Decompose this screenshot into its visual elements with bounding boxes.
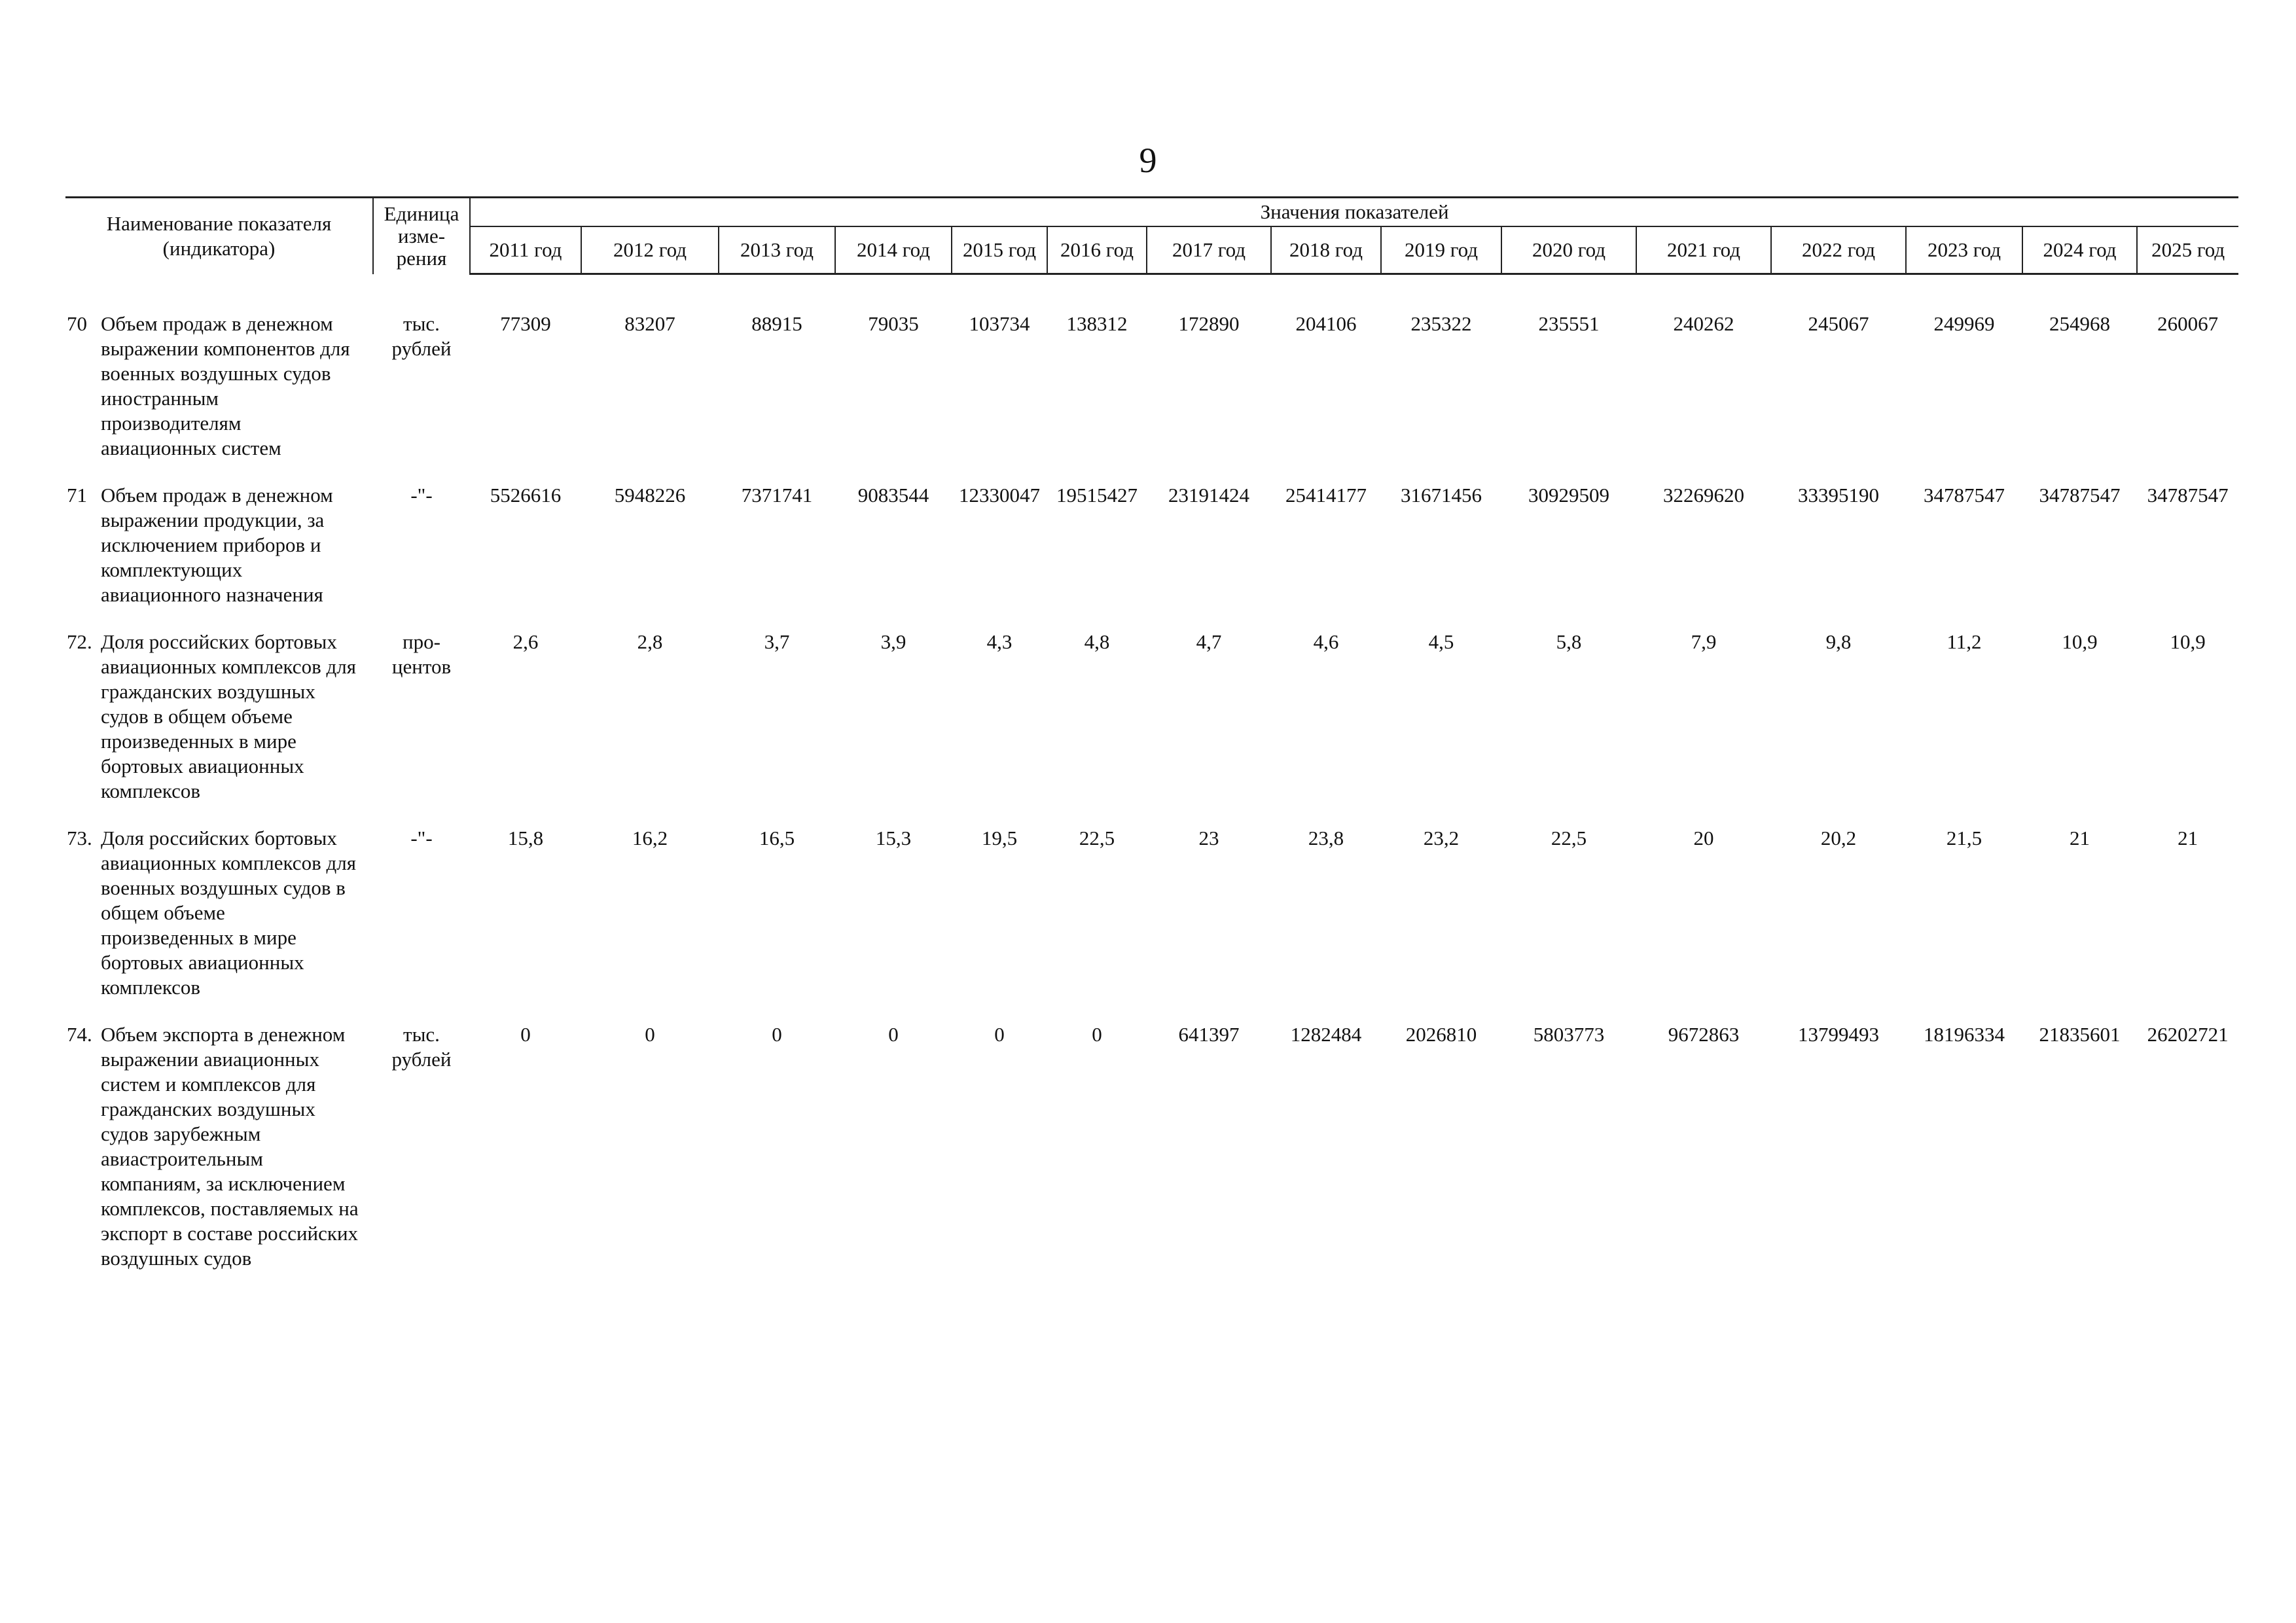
value-cell: 5,8 bbox=[1556, 630, 1582, 653]
value-cell: 245067 bbox=[1808, 312, 1869, 335]
column-header-year: 2024 год bbox=[2022, 226, 2137, 274]
value-cell: 15,3 bbox=[875, 827, 912, 849]
page-number: 9 bbox=[1139, 141, 1157, 180]
value-cell: 20,2 bbox=[1820, 827, 1857, 849]
value-cell: 11,2 bbox=[1946, 630, 1982, 653]
value-cell: 16,5 bbox=[759, 827, 795, 849]
value-cell: 641397 bbox=[1178, 1023, 1240, 1046]
value-cell: 21835601 bbox=[2039, 1023, 2121, 1046]
column-group-values: Значения показателей bbox=[470, 198, 2238, 227]
value-cell: 30929509 bbox=[1528, 484, 1609, 507]
indicator-name-cell bbox=[65, 821, 373, 1017]
value-cell: 12330047 bbox=[959, 484, 1040, 507]
value-cell: 4,7 bbox=[1196, 630, 1222, 653]
indicator-name: Объем продаж в денежном выражении компонентов для военных воздушных судов иностранным производителям авиационных систем bbox=[101, 312, 350, 459]
value-cell: 0 bbox=[520, 1023, 531, 1046]
value-cell: 32269620 bbox=[1663, 484, 1744, 507]
value-cell: 16,2 bbox=[632, 827, 668, 849]
column-header-name: Наименование показателя (индикатора) bbox=[65, 198, 373, 274]
indicator-name-cell bbox=[65, 478, 373, 624]
value-cell: 0 bbox=[994, 1023, 1005, 1046]
value-cell: 0 bbox=[772, 1023, 782, 1046]
value-cell: 9083544 bbox=[857, 484, 929, 507]
value-cell: 3,9 bbox=[880, 630, 906, 653]
indicator-name-cell bbox=[65, 1017, 373, 1288]
indicator-name: Объем продаж в денежном выражении продукции, за исключением приборов и комплектующих авиационного назначения bbox=[101, 484, 333, 606]
value-cell: 172890 bbox=[1178, 312, 1240, 335]
value-cell: 2026810 bbox=[1405, 1023, 1477, 1046]
table-body bbox=[65, 274, 2238, 1289]
value-cell: 2,6 bbox=[512, 630, 539, 653]
value-cell: 23,2 bbox=[1423, 827, 1460, 849]
value-cell: 0 bbox=[1092, 1023, 1102, 1046]
value-cell: 9672863 bbox=[1668, 1023, 1740, 1046]
indicator-name-cell bbox=[65, 306, 373, 478]
column-header-year: 2011 год bbox=[470, 226, 581, 274]
value-cell: 4,6 bbox=[1313, 630, 1339, 653]
value-cell: 103734 bbox=[969, 312, 1030, 335]
value-cell: 10,9 bbox=[2170, 630, 2206, 653]
row-number: 72. bbox=[67, 630, 92, 653]
column-header-year: 2015 год bbox=[952, 226, 1047, 274]
value-cell: 26202721 bbox=[2147, 1023, 2229, 1046]
table-row bbox=[65, 478, 2238, 624]
value-cell: 4,3 bbox=[986, 630, 1013, 653]
column-header-unit: Единица изме-рения bbox=[373, 198, 470, 274]
value-cell: 249969 bbox=[1933, 312, 1995, 335]
indicator-name: Объем экспорта в денежном выражении авиационных систем и комплексов для гражданских воздушных судов зарубежным авиастроительным компаниям, за исключением комплексов, поставляемых на экспорт в составе российских воздушных судов bbox=[101, 1023, 359, 1270]
column-header-year: 2019 год bbox=[1381, 226, 1501, 274]
indicator-name: Доля российских бортовых авиационных комплексов для военных воздушных судов в общем объеме произведенных в мире бортовых авиационных комплексов bbox=[101, 827, 356, 999]
column-header-year: 2023 год bbox=[1906, 226, 2022, 274]
indicator-name: Доля российских бортовых авиационных комплексов для гражданских воздушных судов в общем объеме произведенных в мире бортовых авиационных комплексов bbox=[101, 630, 356, 802]
table-row bbox=[65, 624, 2238, 821]
value-cell: 19515427 bbox=[1056, 484, 1138, 507]
unit-cell: про-центов bbox=[391, 630, 452, 678]
value-cell: 0 bbox=[645, 1023, 655, 1046]
unit-cell: тыс. рублей bbox=[391, 1023, 452, 1071]
indicator-name-cell bbox=[65, 624, 373, 821]
value-cell: 23,8 bbox=[1308, 827, 1344, 849]
column-header-year: 2022 год bbox=[1771, 226, 1906, 274]
column-header-year: 2012 год bbox=[581, 226, 719, 274]
value-cell: 33395190 bbox=[1798, 484, 1879, 507]
value-cell: 20 bbox=[1693, 827, 1714, 849]
row-number: 71 bbox=[67, 484, 87, 507]
unit-cell: -"- bbox=[410, 827, 433, 849]
value-cell: 5948226 bbox=[614, 484, 686, 507]
indicators-table bbox=[65, 196, 2238, 1288]
value-cell: 19,5 bbox=[981, 827, 1018, 849]
column-header-year: 2020 год bbox=[1501, 226, 1636, 274]
column-header-year: 2017 год bbox=[1147, 226, 1271, 274]
value-cell: 77309 bbox=[500, 312, 551, 335]
value-cell: 0 bbox=[888, 1023, 899, 1046]
row-number: 70 bbox=[67, 312, 87, 335]
unit-cell: тыс. рублей bbox=[391, 312, 452, 360]
value-cell: 25414177 bbox=[1285, 484, 1367, 507]
table-row bbox=[65, 821, 2238, 1017]
column-header-year: 2025 год bbox=[2137, 226, 2238, 274]
value-cell: 9,8 bbox=[1825, 630, 1852, 653]
value-cell: 2,8 bbox=[637, 630, 663, 653]
row-number: 74. bbox=[67, 1023, 92, 1046]
value-cell: 3,7 bbox=[764, 630, 790, 653]
unit-cell: -"- bbox=[410, 484, 433, 507]
value-cell: 1282484 bbox=[1290, 1023, 1362, 1046]
table-row bbox=[65, 1017, 2238, 1288]
value-cell: 13799493 bbox=[1798, 1023, 1879, 1046]
value-cell: 235322 bbox=[1410, 312, 1472, 335]
column-header-year: 2013 год bbox=[719, 226, 835, 274]
value-cell: 7371741 bbox=[741, 484, 813, 507]
value-cell: 5526616 bbox=[490, 484, 562, 507]
value-cell: 21,5 bbox=[1946, 827, 1982, 849]
value-cell: 83207 bbox=[624, 312, 675, 335]
value-cell: 23 bbox=[1198, 827, 1219, 849]
column-header-year: 2016 год bbox=[1047, 226, 1147, 274]
value-cell: 34787547 bbox=[2039, 484, 2121, 507]
value-cell: 4,5 bbox=[1428, 630, 1454, 653]
value-cell: 22,5 bbox=[1551, 827, 1587, 849]
value-cell: 22,5 bbox=[1079, 827, 1115, 849]
value-cell: 7,9 bbox=[1691, 630, 1717, 653]
value-cell: 31671456 bbox=[1401, 484, 1482, 507]
value-cell: 21 bbox=[2178, 827, 2198, 849]
value-cell: 18196334 bbox=[1924, 1023, 2005, 1046]
value-cell: 79035 bbox=[868, 312, 919, 335]
row-number: 73. bbox=[67, 827, 92, 849]
column-header-year: 2018 год bbox=[1271, 226, 1381, 274]
value-cell: 34787547 bbox=[1924, 484, 2005, 507]
table-row bbox=[65, 306, 2238, 478]
column-header-year: 2014 год bbox=[835, 226, 952, 274]
value-cell: 138312 bbox=[1066, 312, 1128, 335]
value-cell: 4,8 bbox=[1084, 630, 1110, 653]
value-cell: 254968 bbox=[2049, 312, 2110, 335]
value-cell: 15,8 bbox=[507, 827, 544, 849]
value-cell: 235551 bbox=[1538, 312, 1600, 335]
value-cell: 240262 bbox=[1673, 312, 1734, 335]
value-cell: 5803773 bbox=[1533, 1023, 1605, 1046]
value-cell: 23191424 bbox=[1168, 484, 1249, 507]
value-cell: 10,9 bbox=[2062, 630, 2098, 653]
value-cell: 260067 bbox=[2157, 312, 2219, 335]
value-cell: 21 bbox=[2070, 827, 2090, 849]
value-cell: 88915 bbox=[751, 312, 802, 335]
column-header-year: 2021 год bbox=[1636, 226, 1771, 274]
value-cell: 204106 bbox=[1295, 312, 1357, 335]
value-cell: 34787547 bbox=[2147, 484, 2229, 507]
